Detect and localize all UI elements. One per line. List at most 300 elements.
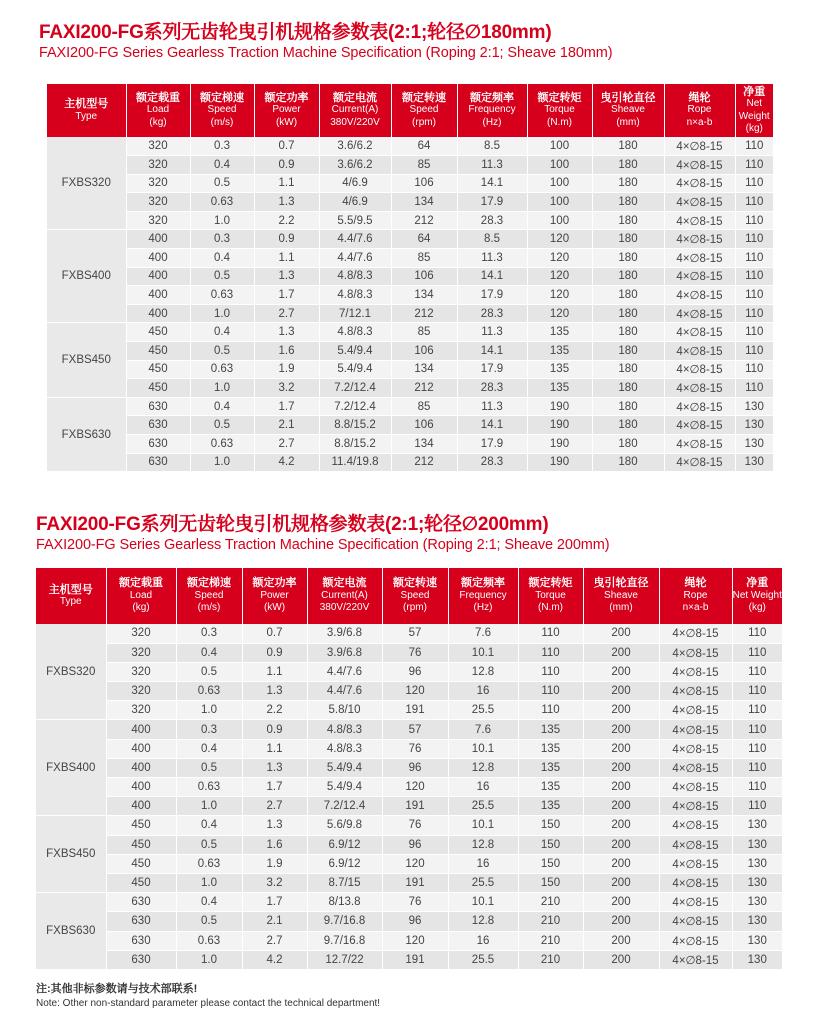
table-cell: 212 <box>391 379 457 398</box>
table-row <box>36 778 782 797</box>
table-cell: 0.9 <box>242 720 307 739</box>
table-cell: 150 <box>518 873 583 892</box>
table-cell: 400 <box>126 304 190 323</box>
table-row <box>36 797 782 816</box>
table-cell: 630 <box>126 453 190 472</box>
table-cell: 150 <box>518 835 583 854</box>
header-row <box>47 84 773 137</box>
table-cell: 4×∅8-15 <box>664 416 735 435</box>
table-cell: 1.9 <box>242 854 307 873</box>
table-cell: 4×∅8-15 <box>659 854 732 873</box>
table-cell: 0.4 <box>176 643 242 662</box>
table-cell: 110 <box>732 624 782 643</box>
section-title-cn: FAXI200-FG系列无齿轮曳引机规格参数表(2:1;轮径∅180mm) <box>39 22 552 43</box>
column-header <box>664 84 735 137</box>
table-cell: 12.8 <box>448 758 518 777</box>
table-cell: 10.1 <box>448 643 518 662</box>
column-header-unit: (mm) <box>609 602 633 614</box>
table-cell: 450 <box>126 342 190 361</box>
table-cell: 28.3 <box>457 379 527 398</box>
table-cell: 400 <box>106 778 176 797</box>
table-cell: 4×∅8-15 <box>664 435 735 454</box>
table-row <box>36 931 782 950</box>
table-cell: 10.1 <box>448 816 518 835</box>
table-cell: 17.9 <box>457 435 527 454</box>
table-cell: 10.1 <box>448 739 518 758</box>
table-cell: 400 <box>126 249 190 268</box>
table-cell: 320 <box>106 662 176 681</box>
table-cell: 135 <box>518 758 583 777</box>
table-cell: 14.1 <box>457 174 527 193</box>
table-cell: 130 <box>732 835 782 854</box>
table-cell: 5.5/9.5 <box>319 211 391 230</box>
table-cell: 0.5 <box>176 912 242 931</box>
table-cell: 180 <box>592 342 664 361</box>
table-cell: 57 <box>382 720 448 739</box>
column-header-unit: (Hz) <box>482 116 502 128</box>
table-cell: 110 <box>732 739 782 758</box>
table-cell: 76 <box>382 893 448 912</box>
table-row <box>47 230 773 249</box>
table-cell: 2.7 <box>254 304 319 323</box>
column-header <box>448 568 518 624</box>
column-header-en: Sheave <box>604 589 638 601</box>
table-cell: 64 <box>391 137 457 156</box>
footnote-en: Note: Other non-standard parameter please contact the technical department! <box>36 998 381 1009</box>
table-cell: 7.6 <box>448 720 518 739</box>
table-cell: 4×∅8-15 <box>664 360 735 379</box>
column-header-cn: 额定电流 <box>333 91 377 104</box>
table-cell: 130 <box>732 912 782 931</box>
table-cell: 200 <box>583 720 659 739</box>
table-cell: 5.4/9.4 <box>307 758 382 777</box>
table-cell: 135 <box>518 739 583 758</box>
table-cell: 1.3 <box>254 267 319 286</box>
table-cell: 25.5 <box>448 873 518 892</box>
table-cell: 1.7 <box>254 286 319 305</box>
table-cell: 4×∅8-15 <box>664 211 735 230</box>
table-cell: 0.5 <box>190 342 254 361</box>
column-header-en: Frequency <box>459 589 507 601</box>
table-cell: 2.1 <box>242 912 307 931</box>
column-header-cn: 主机型号 <box>64 98 109 110</box>
table-cell: 11.3 <box>457 249 527 268</box>
table-cell: 0.5 <box>176 662 242 681</box>
column-header-unit: 380V/220V <box>330 116 380 128</box>
column-header-cn: 额定电流 <box>322 577 367 590</box>
table-cell: 200 <box>583 931 659 950</box>
table-cell: 100 <box>527 156 592 175</box>
table-row <box>47 435 773 454</box>
table-cell: 10.1 <box>448 893 518 912</box>
table-cell: 16 <box>448 854 518 873</box>
table-cell: 200 <box>583 816 659 835</box>
table-row <box>47 416 773 435</box>
table-row <box>47 211 773 230</box>
table-cell: 28.3 <box>457 211 527 230</box>
table-cell: 8.5 <box>457 137 527 156</box>
table-row <box>47 379 773 398</box>
table-cell: 7/12.1 <box>319 304 391 323</box>
table-cell: 200 <box>583 739 659 758</box>
table-cell: 1.7 <box>242 778 307 797</box>
table-row <box>47 286 773 305</box>
table-cell: 320 <box>126 193 190 212</box>
table-cell: 450 <box>126 323 190 342</box>
table-cell: 400 <box>126 230 190 249</box>
table-cell: 4.8/8.3 <box>307 720 382 739</box>
table-row <box>36 758 782 777</box>
table-cell: 1.0 <box>176 701 242 720</box>
table-cell: 8.7/15 <box>307 873 382 892</box>
table-cell: 400 <box>126 267 190 286</box>
table-cell: 2.2 <box>254 211 319 230</box>
table-cell: 5.4/9.4 <box>307 778 382 797</box>
column-header <box>457 84 527 137</box>
column-header-cn: 额定梯速 <box>200 91 244 104</box>
column-header-en: Current(A) <box>331 104 379 116</box>
table-cell: 1.1 <box>254 174 319 193</box>
table-cell: 191 <box>382 873 448 892</box>
column-header-en: Rope <box>683 589 708 601</box>
table-cell: 110 <box>735 249 773 268</box>
table-cell: 200 <box>583 950 659 969</box>
model-type-cell: FXBS400 <box>36 720 106 816</box>
column-header-cn: 曳引轮直径 <box>600 91 656 104</box>
table-cell: 630 <box>106 912 176 931</box>
table-cell: 4×∅8-15 <box>664 230 735 249</box>
table-row <box>47 342 773 361</box>
table-cell: 16 <box>448 778 518 797</box>
table-cell: 3.2 <box>242 873 307 892</box>
table-cell: 180 <box>592 249 664 268</box>
column-header-unit: (mm) <box>616 116 640 128</box>
table-cell: 180 <box>592 435 664 454</box>
table-cell: 100 <box>527 211 592 230</box>
table-cell: 0.63 <box>176 682 242 701</box>
table-cell: 135 <box>527 342 592 361</box>
table-row <box>47 453 773 472</box>
table-cell: 120 <box>527 230 592 249</box>
table-cell: 180 <box>592 453 664 472</box>
table-cell: 8.5 <box>457 230 527 249</box>
table-cell: 1.0 <box>190 453 254 472</box>
table-cell: 1.0 <box>190 211 254 230</box>
table-cell: 110 <box>735 379 773 398</box>
table-cell: 450 <box>106 816 176 835</box>
table-cell: 120 <box>382 682 448 701</box>
table-cell: 85 <box>391 323 457 342</box>
table-cell: 320 <box>106 701 176 720</box>
column-header <box>527 84 592 137</box>
column-header-cn: 绳轮 <box>684 577 707 590</box>
table-cell: 1.6 <box>254 342 319 361</box>
footnote-cn: 注:其他非标参数请与技术部联系! <box>36 983 198 995</box>
table-cell: 212 <box>391 304 457 323</box>
column-header-unit: (kg) <box>149 116 167 128</box>
table-cell: 1.1 <box>242 662 307 681</box>
table-cell: 200 <box>583 682 659 701</box>
table-cell: 110 <box>518 643 583 662</box>
table-row <box>47 323 773 342</box>
table-cell: 4×∅8-15 <box>664 304 735 323</box>
table-cell: 110 <box>735 286 773 305</box>
table-row <box>36 950 782 969</box>
table-cell: 130 <box>732 950 782 969</box>
table-row <box>36 662 782 681</box>
table-cell: 180 <box>592 174 664 193</box>
table-cell: 76 <box>382 739 448 758</box>
table-row <box>36 682 782 701</box>
table-cell: 4×∅8-15 <box>664 137 735 156</box>
table-cell: 0.4 <box>190 156 254 175</box>
table-cell: 1.0 <box>176 797 242 816</box>
column-header <box>307 568 382 624</box>
column-header-cn: 额定频率 <box>470 91 514 104</box>
table-cell: 630 <box>106 931 176 950</box>
table-row <box>36 912 782 931</box>
table-cell: 5.8/10 <box>307 701 382 720</box>
table-cell: 4.2 <box>242 950 307 969</box>
column-header-cn: 额定频率 <box>461 577 505 590</box>
column-header-unit: (kW) <box>275 116 298 128</box>
table-cell: 14.1 <box>457 342 527 361</box>
column-header-cn: 净重 <box>746 577 769 590</box>
table-cell: 400 <box>106 720 176 739</box>
table-cell: 110 <box>732 758 782 777</box>
column-header <box>518 568 583 624</box>
table-cell: 130 <box>732 893 782 912</box>
column-header-en: Type <box>59 596 82 607</box>
table-cell: 1.3 <box>242 758 307 777</box>
table-cell: 14.1 <box>457 267 527 286</box>
column-header-cn: 额定梯速 <box>187 577 231 590</box>
table-cell: 7.2/12.4 <box>319 397 391 416</box>
table-cell: 6.9/12 <box>307 835 382 854</box>
table-cell: 4/6.9 <box>319 174 391 193</box>
table-cell: 110 <box>732 701 782 720</box>
table-cell: 130 <box>732 931 782 950</box>
table-cell: 3.9/6.8 <box>307 624 382 643</box>
table-cell: 1.7 <box>242 893 307 912</box>
table-cell: 17.9 <box>457 360 527 379</box>
table-cell: 0.3 <box>190 137 254 156</box>
table-cell: 110 <box>518 701 583 720</box>
table-cell: 25.5 <box>448 701 518 720</box>
table-cell: 0.9 <box>254 230 319 249</box>
table-cell: 130 <box>735 397 773 416</box>
table-cell: 135 <box>518 720 583 739</box>
table-cell: 4×∅8-15 <box>659 701 732 720</box>
table-cell: 96 <box>382 912 448 931</box>
table-cell: 4×∅8-15 <box>664 249 735 268</box>
column-header <box>176 568 242 624</box>
table-cell: 64 <box>391 230 457 249</box>
column-header-unit: (m/s) <box>210 116 234 128</box>
table-row <box>36 701 782 720</box>
table-cell: 320 <box>126 211 190 230</box>
column-header-en: Frequency <box>468 104 516 116</box>
table-cell: 11.3 <box>457 156 527 175</box>
table-cell: 1.3 <box>254 193 319 212</box>
table-cell: 11.3 <box>457 397 527 416</box>
column-header-cn: 额定转矩 <box>537 91 582 104</box>
table-cell: 180 <box>592 286 664 305</box>
table-cell: 190 <box>527 435 592 454</box>
table-cell: 100 <box>527 137 592 156</box>
column-header <box>242 568 307 624</box>
table-cell: 4.4/7.6 <box>307 662 382 681</box>
column-header-unit: n×a-b <box>686 116 713 128</box>
table-cell: 450 <box>106 873 176 892</box>
table-cell: 212 <box>391 211 457 230</box>
table-cell: 4.8/8.3 <box>319 323 391 342</box>
table-cell: 3.2 <box>254 379 319 398</box>
table-cell: 210 <box>518 950 583 969</box>
table-cell: 17.9 <box>457 193 527 212</box>
table-cell: 0.3 <box>176 624 242 643</box>
table-row <box>47 267 773 286</box>
table-row <box>36 643 782 662</box>
table-cell: 130 <box>735 453 773 472</box>
column-header-cn: 曳引轮直径 <box>593 577 649 590</box>
table-cell: 8.8/15.2 <box>319 416 391 435</box>
table-cell: 200 <box>583 662 659 681</box>
table-cell: 2.2 <box>242 701 307 720</box>
table-cell: 76 <box>382 643 448 662</box>
table-cell: 4×∅8-15 <box>659 893 732 912</box>
column-header-unit: n×a-b <box>682 602 709 614</box>
table-cell: 180 <box>592 397 664 416</box>
table-cell: 130 <box>732 873 782 892</box>
table-row <box>36 893 782 912</box>
column-header-unit: (rpm) <box>403 602 427 614</box>
table-cell: 28.3 <box>457 453 527 472</box>
column-header-cn: 额定转矩 <box>528 577 573 590</box>
section-title-en: FAXI200-FG Series Gearless Traction Machine Specification (Roping 2:1; Sheave 180mm) <box>39 45 613 61</box>
column-header <box>592 84 664 137</box>
column-header-en: Speed <box>207 104 237 116</box>
table-row <box>47 397 773 416</box>
table-cell: 3.6/6.2 <box>319 137 391 156</box>
column-header <box>382 568 448 624</box>
table-cell: 85 <box>391 156 457 175</box>
table-cell: 110 <box>518 624 583 643</box>
table-cell: 0.4 <box>190 397 254 416</box>
table-cell: 191 <box>382 797 448 816</box>
table-cell: 17.9 <box>457 286 527 305</box>
table-cell: 16 <box>448 682 518 701</box>
column-header-cn: 额定载重 <box>119 577 163 590</box>
table-cell: 200 <box>583 624 659 643</box>
table-cell: 4×∅8-15 <box>664 379 735 398</box>
table-cell: 8/13.8 <box>307 893 382 912</box>
table-cell: 8.8/15.2 <box>319 435 391 454</box>
table-cell: 0.4 <box>190 249 254 268</box>
table-cell: 9.7/16.8 <box>307 912 382 931</box>
table-cell: 120 <box>382 931 448 950</box>
table-cell: 0.63 <box>190 360 254 379</box>
column-header-en: Power <box>260 589 289 601</box>
column-header <box>735 84 773 137</box>
table-cell: 4×∅8-15 <box>664 174 735 193</box>
table-cell: 4×∅8-15 <box>659 950 732 969</box>
table-cell: 450 <box>106 835 176 854</box>
table-cell: 12.8 <box>448 662 518 681</box>
table-cell: 200 <box>583 778 659 797</box>
table-cell: 1.3 <box>242 682 307 701</box>
table-cell: 1.3 <box>242 816 307 835</box>
table-cell: 4×∅8-15 <box>664 156 735 175</box>
table-cell: 106 <box>391 267 457 286</box>
table-cell: 110 <box>735 156 773 175</box>
table-cell: 96 <box>382 758 448 777</box>
table-cell: 4×∅8-15 <box>664 323 735 342</box>
column-header-en: Net Weight <box>738 98 770 122</box>
column-header-en: Speed <box>409 104 439 116</box>
table-cell: 180 <box>592 379 664 398</box>
table-cell: 120 <box>382 778 448 797</box>
table-cell: 4.4/7.6 <box>307 682 382 701</box>
column-header-unit: (N.m) <box>547 116 572 128</box>
column-header-en: Current(A) <box>321 589 368 601</box>
column-header-unit: 380V/220V <box>319 602 370 614</box>
column-header <box>190 84 254 137</box>
table-cell: 11.3 <box>457 323 527 342</box>
table-cell: 4.4/7.6 <box>319 230 391 249</box>
table-cell: 200 <box>583 893 659 912</box>
table-cell: 110 <box>732 662 782 681</box>
table-cell: 630 <box>126 397 190 416</box>
table-cell: 135 <box>527 323 592 342</box>
table-cell: 4×∅8-15 <box>664 193 735 212</box>
table-cell: 100 <box>527 174 592 193</box>
table-cell: 110 <box>735 267 773 286</box>
column-header-unit: (m/s) <box>197 602 221 614</box>
table-cell: 1.0 <box>176 950 242 969</box>
table-cell: 4.4/7.6 <box>319 249 391 268</box>
column-header-cn: 额定功率 <box>264 91 309 104</box>
table-cell: 400 <box>106 797 176 816</box>
table-cell: 4.8/8.3 <box>307 739 382 758</box>
column-header <box>391 84 457 137</box>
section-title-cn: FAXI200-FG系列无齿轮曳引机规格参数表(2:1;轮径∅200mm) <box>36 514 549 535</box>
table-cell: 180 <box>592 360 664 379</box>
table-cell: 1.3 <box>254 323 319 342</box>
table-cell: 200 <box>583 873 659 892</box>
table-cell: 110 <box>518 682 583 701</box>
table-cell: 5.4/9.4 <box>319 342 391 361</box>
table-cell: 190 <box>527 397 592 416</box>
table-cell: 191 <box>382 701 448 720</box>
table-cell: 0.5 <box>176 835 242 854</box>
table-cell: 57 <box>382 624 448 643</box>
table-cell: 180 <box>592 193 664 212</box>
table-cell: 4×∅8-15 <box>659 778 732 797</box>
table-row <box>47 193 773 212</box>
table-cell: 135 <box>527 379 592 398</box>
column-header-unit: (Hz) <box>473 602 493 614</box>
table-row <box>47 360 773 379</box>
section-title-en: FAXI200-FG Series Gearless Traction Machine Specification (Roping 2:1; Sheave 200mm) <box>36 537 610 553</box>
column-header-cn: 额定转速 <box>402 91 446 104</box>
table-cell: 28.3 <box>457 304 527 323</box>
table-row <box>47 174 773 193</box>
table-row <box>47 137 773 156</box>
table-row <box>36 739 782 758</box>
table-cell: 0.5 <box>190 416 254 435</box>
table-cell: 180 <box>592 416 664 435</box>
